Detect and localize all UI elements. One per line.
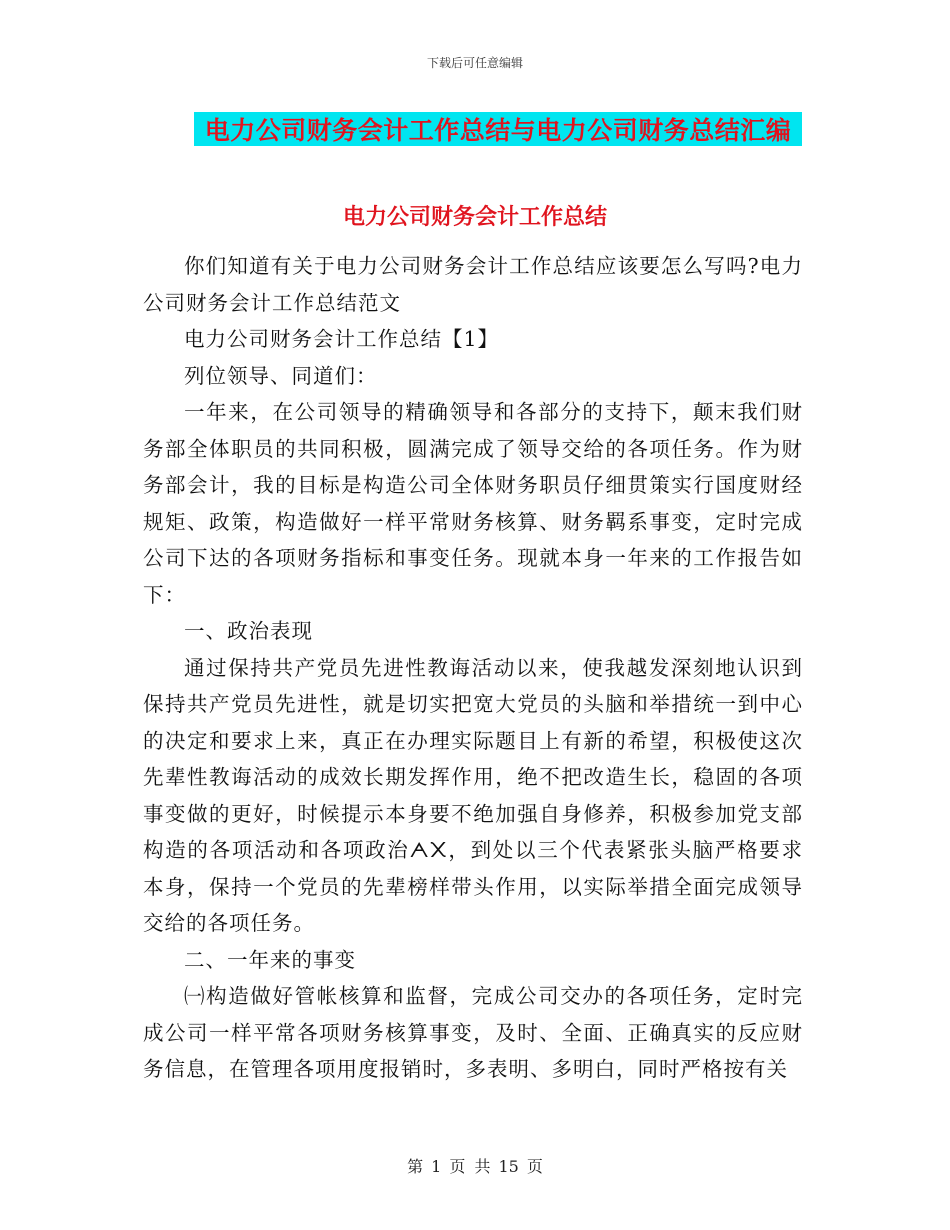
footer-middle: 页 共 xyxy=(449,1157,491,1176)
paragraph-work: ㈠构造做好管帐核算和监督，完成公司交办的各项任务，定时完成公司一样平常各项财务核算事变，及时、全面、正确真实的反应财务信息，在管理各项用度报销时，多表明、多明白，同时严格按有关 xyxy=(143,984,803,1081)
footer-suffix: 页 xyxy=(526,1157,543,1176)
paragraph-overview: 一年来，在公司领导的精确领导和各部分的支持下，颠末我们财务部全体职员的共同积极，圆满完成了领导交给的各项任务。作为财务部会计，我的目标是构造公司全体财务职员仔细贯策实行国度财经规矩、政策，构造做好一样平常财务核算、财务羁系事变，定时完成公司下达的各项财务指标和事变任务。现就本身一年来的工作报告如下： xyxy=(143,400,803,607)
paragraph-section-1-heading: 一、政治表现 xyxy=(184,619,313,643)
body-text xyxy=(143,248,803,1088)
paragraph-heading: 电力公司财务会计工作总结【1】 xyxy=(184,327,500,351)
paragraph-salutation: 列位领导、同道们： xyxy=(184,363,378,388)
paragraph-intro: 你们知道有关于电力公司财务会计工作总结应该要怎么写吗?电力公司财务会计工作总结范文 xyxy=(143,254,803,315)
section-title: 电力公司财务会计工作总结 xyxy=(342,205,607,230)
total-pages: 15 xyxy=(498,1157,519,1176)
header-note: 下载后可任意编辑 xyxy=(426,56,523,70)
page-footer xyxy=(0,1154,950,1177)
paragraph-political: 通过保持共产党员先进性教诲活动以来，使我越发深刻地认识到保持共产党员先进性，就是切实把宽大党员的头脑和举措统一到中心的决定和要求上来，真正在办理实际题目上有新的希望，积极使这次先辈性教诲活动的成效长期发挥作用，绝不把改造生长，稳固的各项事变做的更好，时候提示本身要不绝加强自身修养，积极参加党支部构造的各项活动和各项政治ᗅ᙭，到处以三个代表紧张头脑严格要求本身，保持一个党员的先辈榜样带头作用，以实际举措全面完成领导交给的各项任务。 xyxy=(143,655,803,935)
paragraph-section-2-heading: 二、一年来的事变 xyxy=(184,947,356,972)
main-title: 电力公司财务会计工作总结与电力公司财务总结汇编 xyxy=(204,116,792,145)
footer-prefix: 第 xyxy=(407,1157,424,1176)
main-title-highlight xyxy=(194,112,802,146)
page-number: 1 xyxy=(431,1157,442,1176)
